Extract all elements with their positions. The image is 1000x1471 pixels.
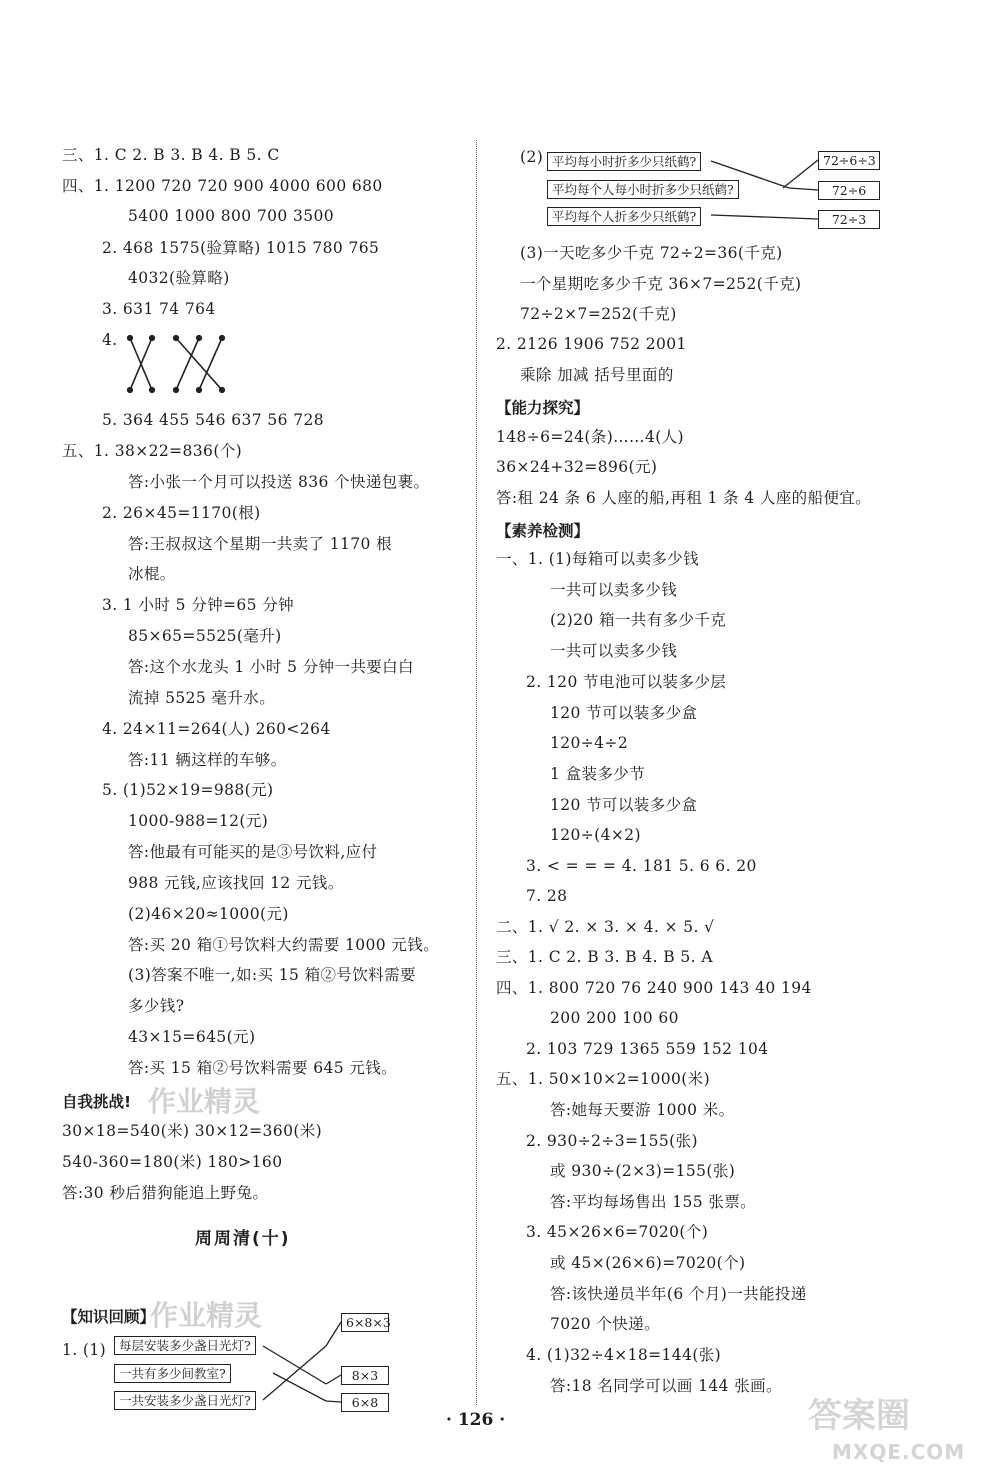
answer-line: 120÷(4×2) xyxy=(550,826,641,844)
answer-line: 五、1. 50×10×2=1000(米) xyxy=(496,1070,711,1088)
page-number: · 126 · xyxy=(446,1410,506,1430)
watermark-url: MXQE.COM xyxy=(832,1440,966,1464)
answer-line: 120 节可以装多少盒 xyxy=(550,704,698,722)
answer-line: 7020 个快递。 xyxy=(550,1315,660,1333)
answer-line: 答:这个水龙头 1 小时 5 分钟一共要白白 xyxy=(128,658,414,676)
answer-line: 答:王叔叔这个星期一共卖了 1170 根 xyxy=(128,535,393,553)
match-left-box: 一共有多少间教室? xyxy=(114,1364,231,1383)
answer-line: 1000-988=12(元) xyxy=(128,812,269,830)
answer-line: 3. < = = = 4. 181 5. 6 6. 20 xyxy=(526,857,757,875)
answer-line: 乘除 加减 括号里面的 xyxy=(520,366,674,384)
answer-line: 冰棍。 xyxy=(128,565,176,583)
answer-line: 答:18 名同学可以画 144 张画。 xyxy=(550,1377,782,1395)
answer-line: 或 930÷(2×3)=155(张) xyxy=(550,1162,736,1180)
match-left-box: 一共安装多少盏日光灯? xyxy=(114,1391,256,1410)
answer-line: 200 200 100 60 xyxy=(550,1009,679,1027)
answer-line: 2. 930÷2÷3=155(张) xyxy=(526,1132,698,1150)
answer-line: 三、1. C 2. B 3. B 4. B 5. A xyxy=(496,948,713,966)
answer-line: 120 节可以装多少盒 xyxy=(550,796,698,814)
match-right-box: 72÷6 xyxy=(818,181,880,200)
ability-heading: 【能力探究】 xyxy=(496,399,590,417)
answer-line: 二、1. √ 2. × 3. × 4. × 5. √ xyxy=(496,918,715,936)
answer-line: 120÷4÷2 xyxy=(550,734,629,752)
match-left-box: 平均每小时折多少只纸鹤? xyxy=(547,152,701,171)
answer-line: 答:平均每场售出 155 张票。 xyxy=(550,1193,757,1211)
answer-line: 答:租 24 条 6 人座的船,再租 1 条 4 人座的船便宜。 xyxy=(496,489,872,507)
answer-line: 一共可以卖多少钱 xyxy=(550,581,678,599)
match-right-box: 72÷3 xyxy=(818,210,880,229)
answer-line: 答:该快递员半年(6 个月)一共能投递 xyxy=(550,1285,807,1303)
match-right-box: 8×3 xyxy=(341,1366,389,1385)
answer-line: 一、1. (1)每箱可以卖多少钱 xyxy=(496,550,700,568)
match-left-box: 平均每个人折多少只纸鹤? xyxy=(547,207,701,226)
answer-line: 三、1. C 2. B 3. B 4. B 5. C xyxy=(62,146,280,164)
answer-line: 答:11 辆这样的车够。 xyxy=(128,751,287,769)
answer-line: 3. 45×26×6=7020(个) xyxy=(526,1223,709,1241)
answer-line: 答:30 秒后猎狗能追上野兔。 xyxy=(62,1184,269,1202)
answer-line: 多少钱? xyxy=(128,997,185,1015)
answer-line: 5400 1000 800 700 3500 xyxy=(128,207,335,225)
watermark-logo: 答案圈 xyxy=(808,1396,910,1436)
answer-line: (2) xyxy=(520,148,544,166)
answer-line: 答:他最有可能买的是③号饮料,应付 xyxy=(128,843,378,861)
answer-line: 1 盒装多少节 xyxy=(550,765,646,783)
answer-line: 4. 24×11=264(人) 260<264 xyxy=(102,720,331,738)
answer-line: 或 45×(26×6)=7020(个) xyxy=(550,1254,746,1272)
answer-line: 7. 28 xyxy=(526,887,568,905)
answer-line: 2. 120 节电池可以装多少层 xyxy=(526,673,727,691)
answer-line: 5. (1)52×19=988(元) xyxy=(102,781,274,799)
answer-line: 43×15=645(元) xyxy=(128,1028,256,1046)
answer-line: 一个星期吃多少千克 36×7=252(千克) xyxy=(520,275,802,293)
answer-line: 2. 103 729 1365 559 152 104 xyxy=(526,1040,769,1058)
answer-line: 一共可以卖多少钱 xyxy=(550,642,678,660)
watermark: 作业精灵 xyxy=(148,1085,261,1118)
literacy-heading: 【素养检测】 xyxy=(496,522,590,540)
match-right-box: 6×8×3 xyxy=(341,1313,389,1332)
match-left-box: 平均每个人每小时折多少只纸鹤? xyxy=(547,180,739,199)
answer-line: 答:她每天要游 1000 米。 xyxy=(550,1101,735,1119)
review-heading: 【知识回顾】 xyxy=(62,1308,156,1326)
answer-line: (2)46×20≈1000(元) xyxy=(128,905,289,923)
answer-line: 5. 364 455 546 637 56 728 xyxy=(102,411,324,429)
answer-line: 3. 631 74 764 xyxy=(102,300,216,318)
match-right-box: 72÷6÷3 xyxy=(818,151,880,170)
answer-line: 答:买 20 箱①号饮料大约需要 1000 元钱。 xyxy=(128,936,440,954)
answer-line: 五、1. 38×22=836(个) xyxy=(62,442,243,460)
answer-line: 流掉 5525 毫升水。 xyxy=(128,689,276,707)
match-right-box: 6×8 xyxy=(341,1393,389,1412)
answer-line: 988 元钱,应该找回 12 元钱。 xyxy=(128,874,344,892)
match-left-box: 每层安装多少盏日光灯? xyxy=(114,1336,256,1355)
answer-line: (3)答案不唯一,如:买 15 箱②号饮料需要 xyxy=(128,966,416,984)
answer-line: 四、1. 1200 720 720 900 4000 600 680 xyxy=(62,177,383,195)
watermark: 作业精灵 xyxy=(150,1299,263,1332)
answer-line: 2. 468 1575(验算略) 1015 780 765 xyxy=(102,239,380,257)
challenge-heading: 自我挑战! xyxy=(62,1093,132,1111)
answer-line: 4. (1)32÷4×18=144(张) xyxy=(526,1346,722,1364)
answer-line: 4032(验算略) xyxy=(128,269,230,287)
answer-line: 4. xyxy=(102,331,118,349)
answer-line: (2)20 箱一共有多少千克 xyxy=(550,611,727,629)
answer-line: 36×24+32=896(元) xyxy=(496,458,658,476)
answer-line: 答:小张一个月可以投送 836 个快递包裹。 xyxy=(128,473,430,491)
answer-line: 72÷2×7=252(千克) xyxy=(520,305,677,323)
answer-line: 3. 1 小时 5 分钟=65 分钟 xyxy=(102,596,295,614)
answer-line: 四、1. 800 720 76 240 900 143 40 194 xyxy=(496,979,812,997)
answer-line: 2. 26×45=1170(根) xyxy=(102,504,261,522)
answer-line: 答:买 15 箱②号饮料需要 645 元钱。 xyxy=(128,1059,398,1077)
section-title: 周周清(十) xyxy=(195,1229,291,1249)
answer-line: 85×65=5525(毫升) xyxy=(128,627,282,645)
answer-line: 1. (1) xyxy=(62,1341,107,1359)
answer-line: 30×18=540(米) 30×12=360(米) xyxy=(62,1122,323,1140)
answer-line: 2. 2126 1906 752 2001 xyxy=(496,335,687,353)
answer-line: (3)一天吃多少千克 72÷2=36(千克) xyxy=(520,244,783,262)
answer-line: 148÷6=24(条)……4(人) xyxy=(496,428,684,446)
answer-line: 540-360=180(米) 180>160 xyxy=(62,1153,283,1171)
